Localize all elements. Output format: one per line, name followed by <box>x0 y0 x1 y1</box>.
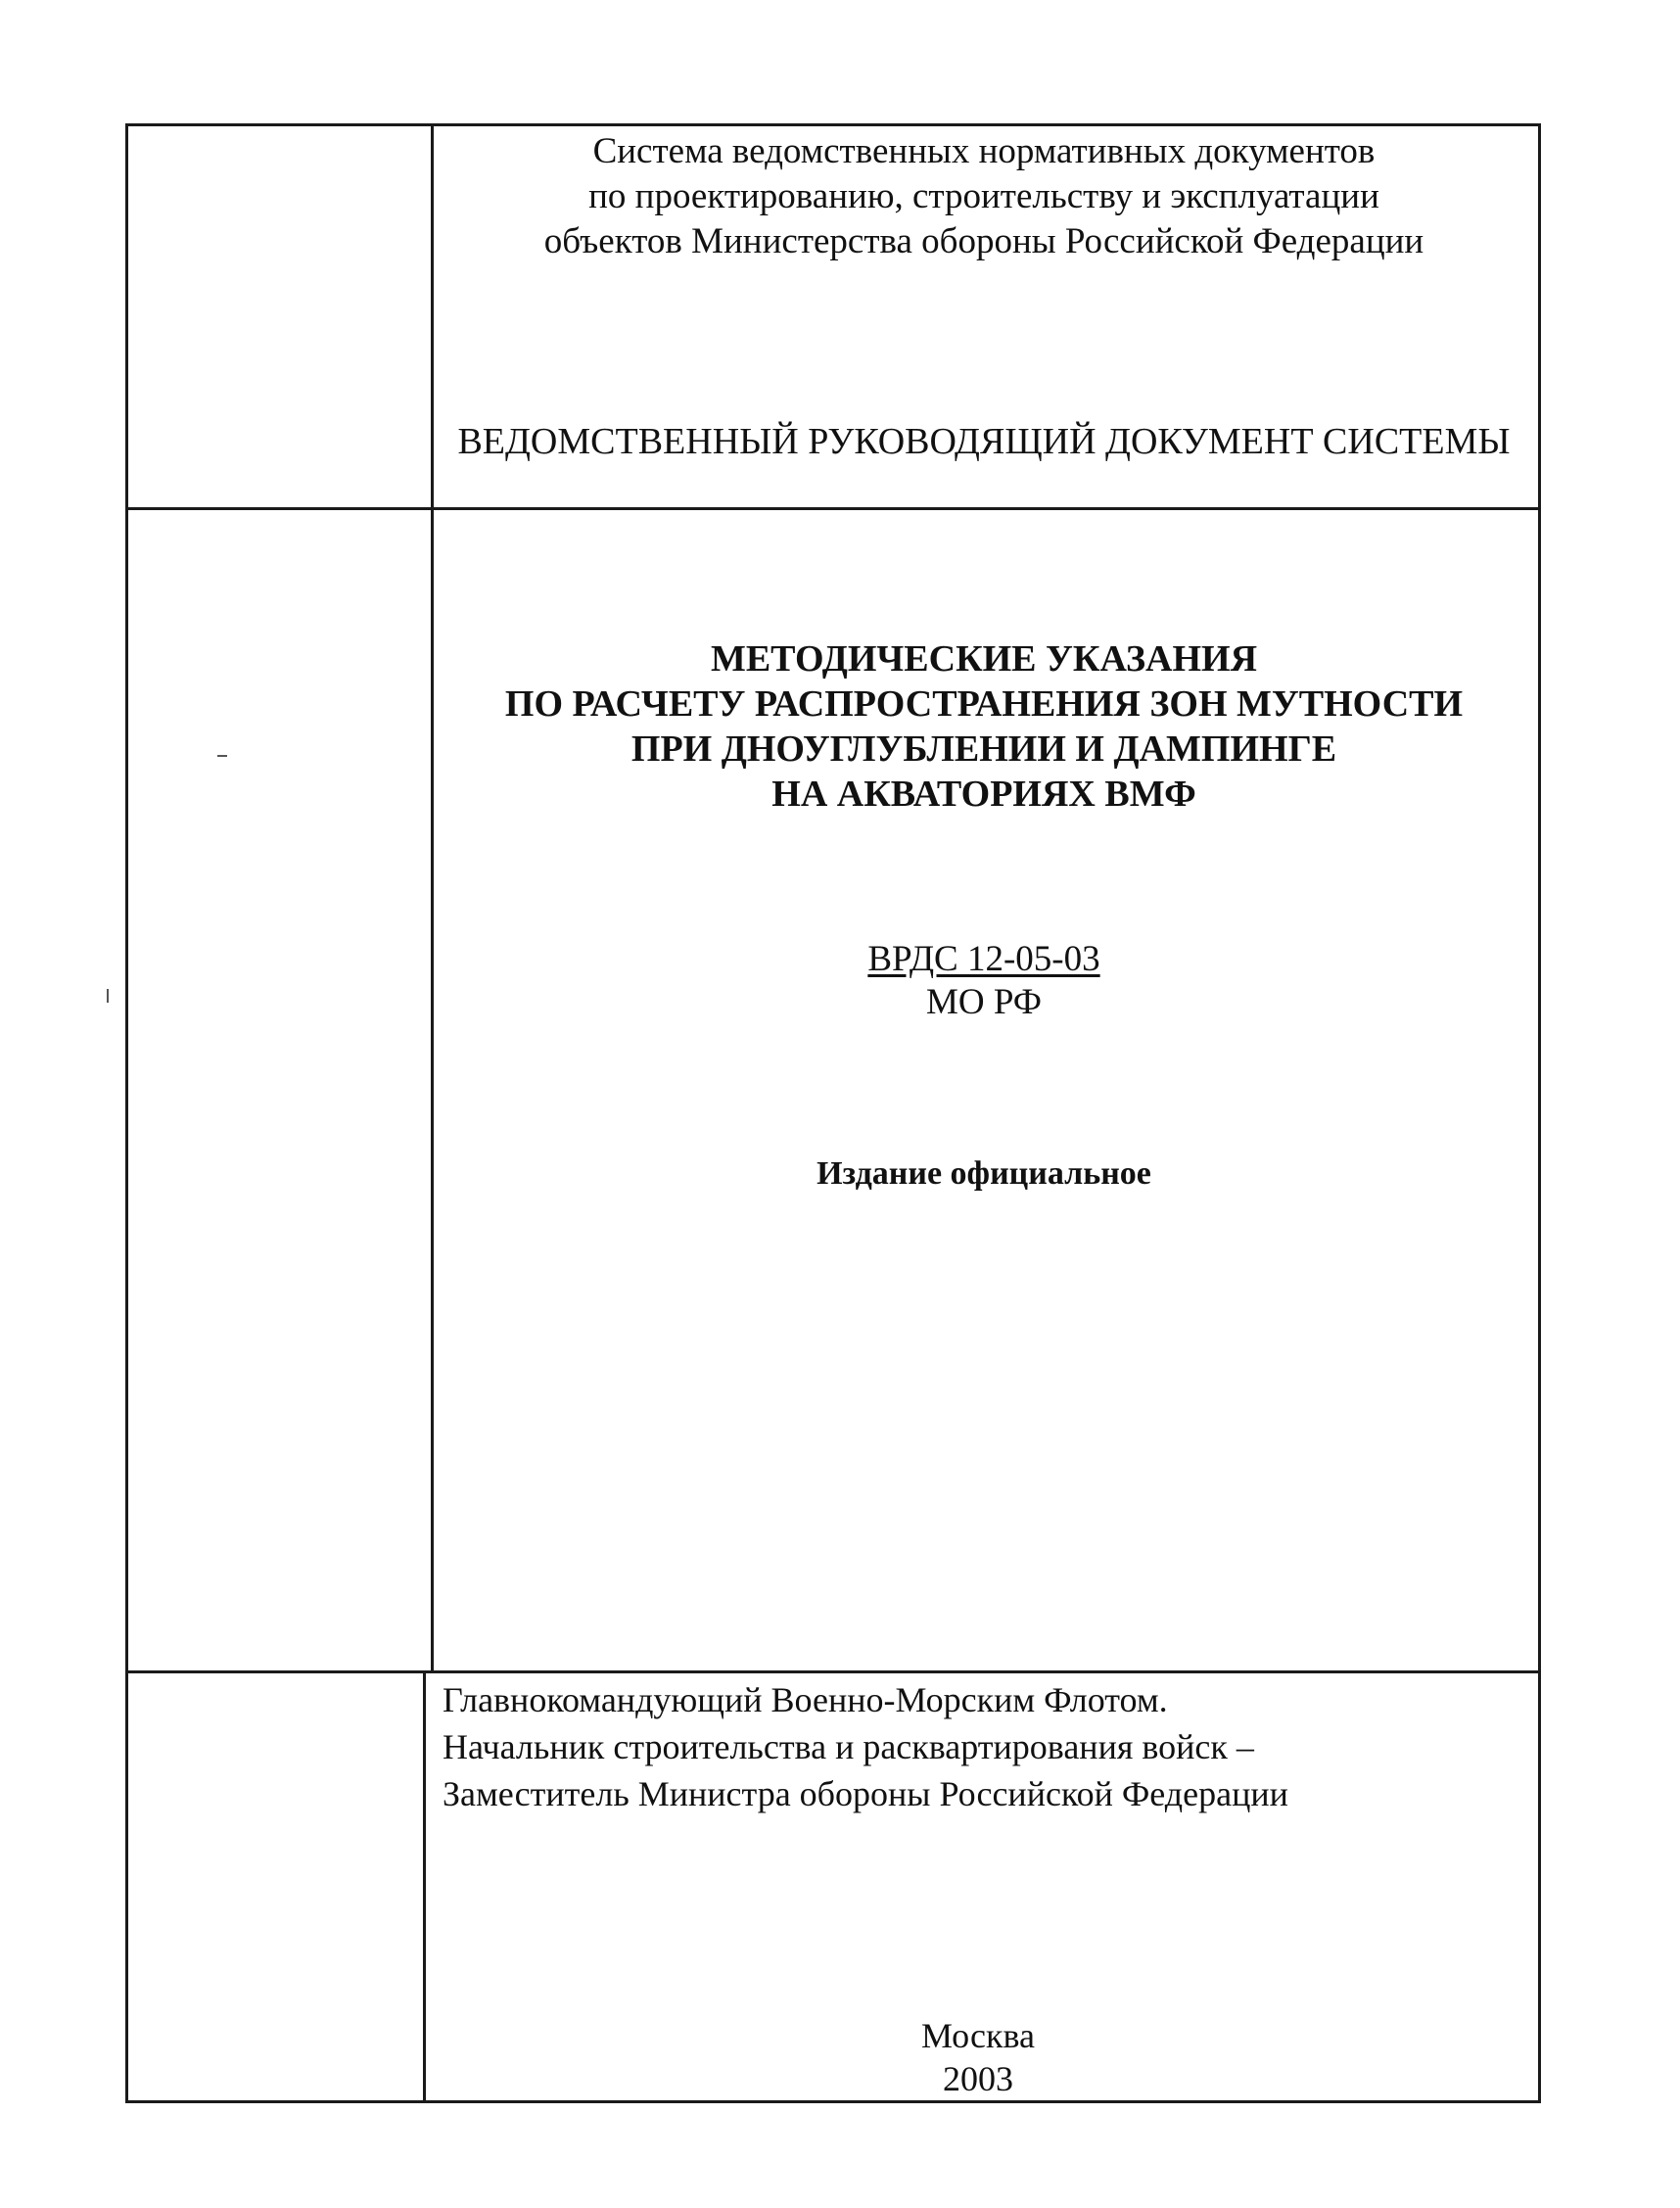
row-divider-bottom <box>125 1670 1541 1673</box>
header-line: по проектированию, строительству и эксплуатации <box>588 176 1379 216</box>
title-line: МЕТОДИЧЕСКИЕ УКАЗАНИЯ <box>710 638 1258 680</box>
publication-city: Москва <box>921 2016 1035 2055</box>
ministry-header <box>431 129 1537 264</box>
publication-place-year <box>425 2014 1531 2100</box>
edition-label: Издание официальное <box>817 1155 1151 1192</box>
system-title: ВЕДОМСТВЕННЫЙ РУКОВОДЯЩИЙ ДОКУМЕНТ СИСТЕМЫ <box>457 421 1511 462</box>
document-title <box>431 636 1537 817</box>
title-line: ПРИ ДНОУГЛУБЛЕНИИ И ДАМПИНГЕ <box>630 728 1337 770</box>
approving-authorities <box>443 1676 1288 1817</box>
authority-line: Главнокомандующий Военно-Морским Флотом. <box>443 1680 1168 1719</box>
header-line: Система ведомственных нормативных документов <box>592 131 1376 171</box>
title-line: ПО РАСЧЕТУ РАСПРОСТРАНЕНИЯ ЗОН МУТНОСТИ <box>504 683 1464 725</box>
title-line: НА АКВАТОРИЯХ ВМФ <box>771 774 1196 815</box>
header-line: объектов Министерства обороны Российской Федерации <box>543 221 1424 261</box>
scan-mark <box>217 755 227 757</box>
row-divider-top <box>125 507 1541 510</box>
document-code: ВРДС 12-05-03 <box>867 939 1100 979</box>
authority-line: Начальник строительства и расквартирования войск – <box>443 1727 1254 1766</box>
publication-year: 2003 <box>943 2059 1013 2098</box>
document-designation <box>431 938 1537 1024</box>
scan-mark <box>107 989 109 1003</box>
left-column-divider <box>431 123 434 1672</box>
document-issuer: МО РФ <box>925 982 1043 1022</box>
authority-line: Заместитель Министра обороны Российской Федерации <box>443 1774 1288 1813</box>
